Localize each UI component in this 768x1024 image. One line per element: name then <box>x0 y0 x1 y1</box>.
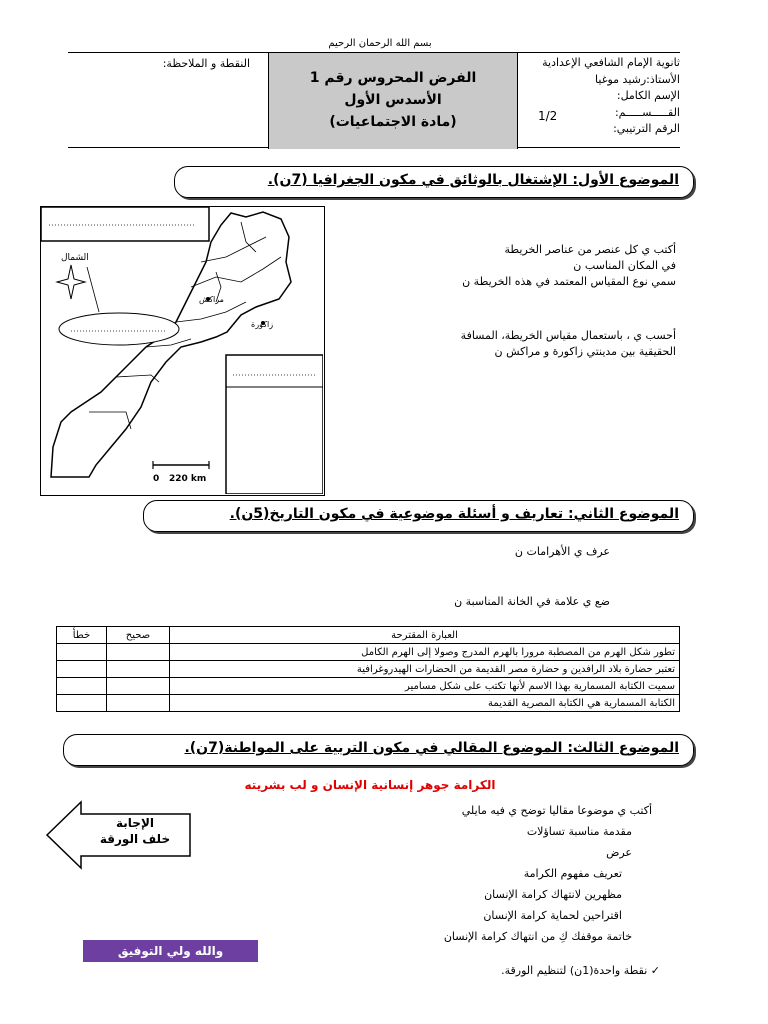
north-arrow-icon <box>57 265 85 299</box>
topic2-title <box>143 500 694 532</box>
map-frame <box>40 206 325 496</box>
school-name: ثانوية الإمام الشافعي الإعدادية <box>542 56 680 69</box>
essay-line: تعريف مفهوم الكرامة <box>523 867 622 880</box>
false-cell[interactable] <box>57 695 107 712</box>
q3-line2: الحقيقية بين مدينتي زاكورة و مراكش ن <box>494 345 676 358</box>
statement-cell: سميت الكتابة المسمارية بهذا الاسم لأنها تكتب على شكل مسامير <box>170 678 680 695</box>
essay-line: عرض <box>606 846 632 859</box>
scale-label: 220 km <box>169 474 207 484</box>
topic2-q2: ضع ي علامة في الخانة المناسبة ن <box>454 595 610 608</box>
quote: الكرامة جوهر إنسانية الإنسان و لب بشريته <box>244 778 496 792</box>
scale-zero: 0 <box>153 474 160 484</box>
topic1-title-text: الموضوع الأول: الإشتغال بالوثائق في مكون الجغرافيا (7ن). <box>267 172 679 188</box>
north-label: الشمال <box>61 253 89 263</box>
statement-cell: تعتبر حضارة بلاد الرافدين و حضارة مصر القديمة من الحضارات الهيدروغرافية <box>170 661 680 678</box>
q3-line1: أحسب ي ، باستعمال مقياس الخريطة، المسافة <box>460 329 676 342</box>
essay-instructions <box>380 800 652 947</box>
false-cell[interactable] <box>57 644 107 661</box>
check-icon: ✓ <box>650 964 660 977</box>
exam-header <box>68 52 680 148</box>
full-name-label: الإسم الكامل: <box>616 89 680 102</box>
true-cell[interactable] <box>106 661 169 678</box>
exam-title: الفرض المحروس رقم 1 <box>309 70 477 86</box>
q1-line1: أكتب ي كل عنصر من عناصر الخريطة <box>504 243 676 256</box>
callout-ellipse <box>59 313 179 345</box>
false-cell[interactable] <box>57 661 107 678</box>
topic1-q3 <box>400 328 676 360</box>
essay-line: مظهرين لانتهاك كرامة الإنسان <box>484 888 622 901</box>
essay-line: خاتمة موقفك كِ من انتهاك كرامة الإنسان <box>443 930 632 943</box>
topic2-title-text: الموضوع الثاني: تعاريف و أسئلة موضوعية في مكون التاريخ(5ن). <box>229 506 679 522</box>
footer-note-text: نقطة واحدة(1ن) لتنظيم الورقة. <box>501 964 648 977</box>
subject: (مادة الاجتماعيات) <box>329 114 457 130</box>
topic1-q1 <box>400 242 676 290</box>
topic3-title <box>63 734 694 766</box>
essay-line: أكتب ي موضوعا مقاليا توضح ي فيه مايلي <box>461 804 652 817</box>
true-cell[interactable] <box>106 678 169 695</box>
col-false: خطأ <box>57 627 107 644</box>
table-row <box>57 678 680 695</box>
city-label-zagora: زاكورة <box>251 320 274 329</box>
topic1-title <box>174 166 694 198</box>
true-cell[interactable] <box>106 644 169 661</box>
footer-note <box>300 963 660 979</box>
true-cell[interactable] <box>106 695 169 712</box>
closing-banner: والله ولي التوفيق <box>83 940 258 962</box>
q2-line: سمي نوع المقياس المعتمد في هذه الخريطة ن <box>462 275 676 288</box>
col-true: صحيح <box>106 627 169 644</box>
score-label: النقطة و الملاحظة: <box>162 57 250 70</box>
student-info <box>520 55 680 138</box>
essay-line: مقدمة مناسبة تساؤلات <box>526 825 632 838</box>
table-row <box>57 661 680 678</box>
col-statement: العبارة المقترحة <box>170 627 680 644</box>
essay-line: اقتراحين لحماية كرامة الإنسان <box>483 909 622 922</box>
exam-title-block <box>268 53 518 149</box>
true-false-table <box>56 626 680 712</box>
class-label: القـــــســـــم: <box>614 105 680 119</box>
statement-cell: الكتابة المسمارية هي الكتابة المصرية القديمة <box>170 695 680 712</box>
q1-line2: في المكان المناسب ن <box>573 259 676 272</box>
topic3-title-text: الموضوع الثالث: الموضوع المقالي في مكون التربية على المواطنة(7ن). <box>184 740 679 756</box>
false-cell[interactable] <box>57 678 107 695</box>
morocco-map <box>41 207 323 494</box>
basmala: بسم الله الرحمان الرحيم <box>328 38 432 49</box>
teacher-name: الأستاذ:رشيد موغيا <box>595 72 680 86</box>
semester: الأسدس الأول <box>344 92 442 108</box>
rank-label: الرقم الترتيبي: <box>613 122 680 135</box>
arrow-line2: خلف الورقة <box>99 832 171 846</box>
map-title-box <box>41 207 209 241</box>
arrow-text <box>80 815 190 847</box>
table-row <box>57 695 680 712</box>
statement-cell: تطور شكل الهرم من المصطبة مرورا بالهرم المدرج وصولا إلى الهرم الكامل <box>170 644 680 661</box>
table-row <box>57 644 680 661</box>
arrow-line1: الإجابة <box>116 816 154 830</box>
class-value: 1/2 <box>538 109 558 123</box>
topic2-q1: عرف ي الأهرامات ن <box>514 545 610 558</box>
map-legend-box <box>226 355 323 494</box>
city-label-marrakech: مراكش <box>199 295 224 304</box>
